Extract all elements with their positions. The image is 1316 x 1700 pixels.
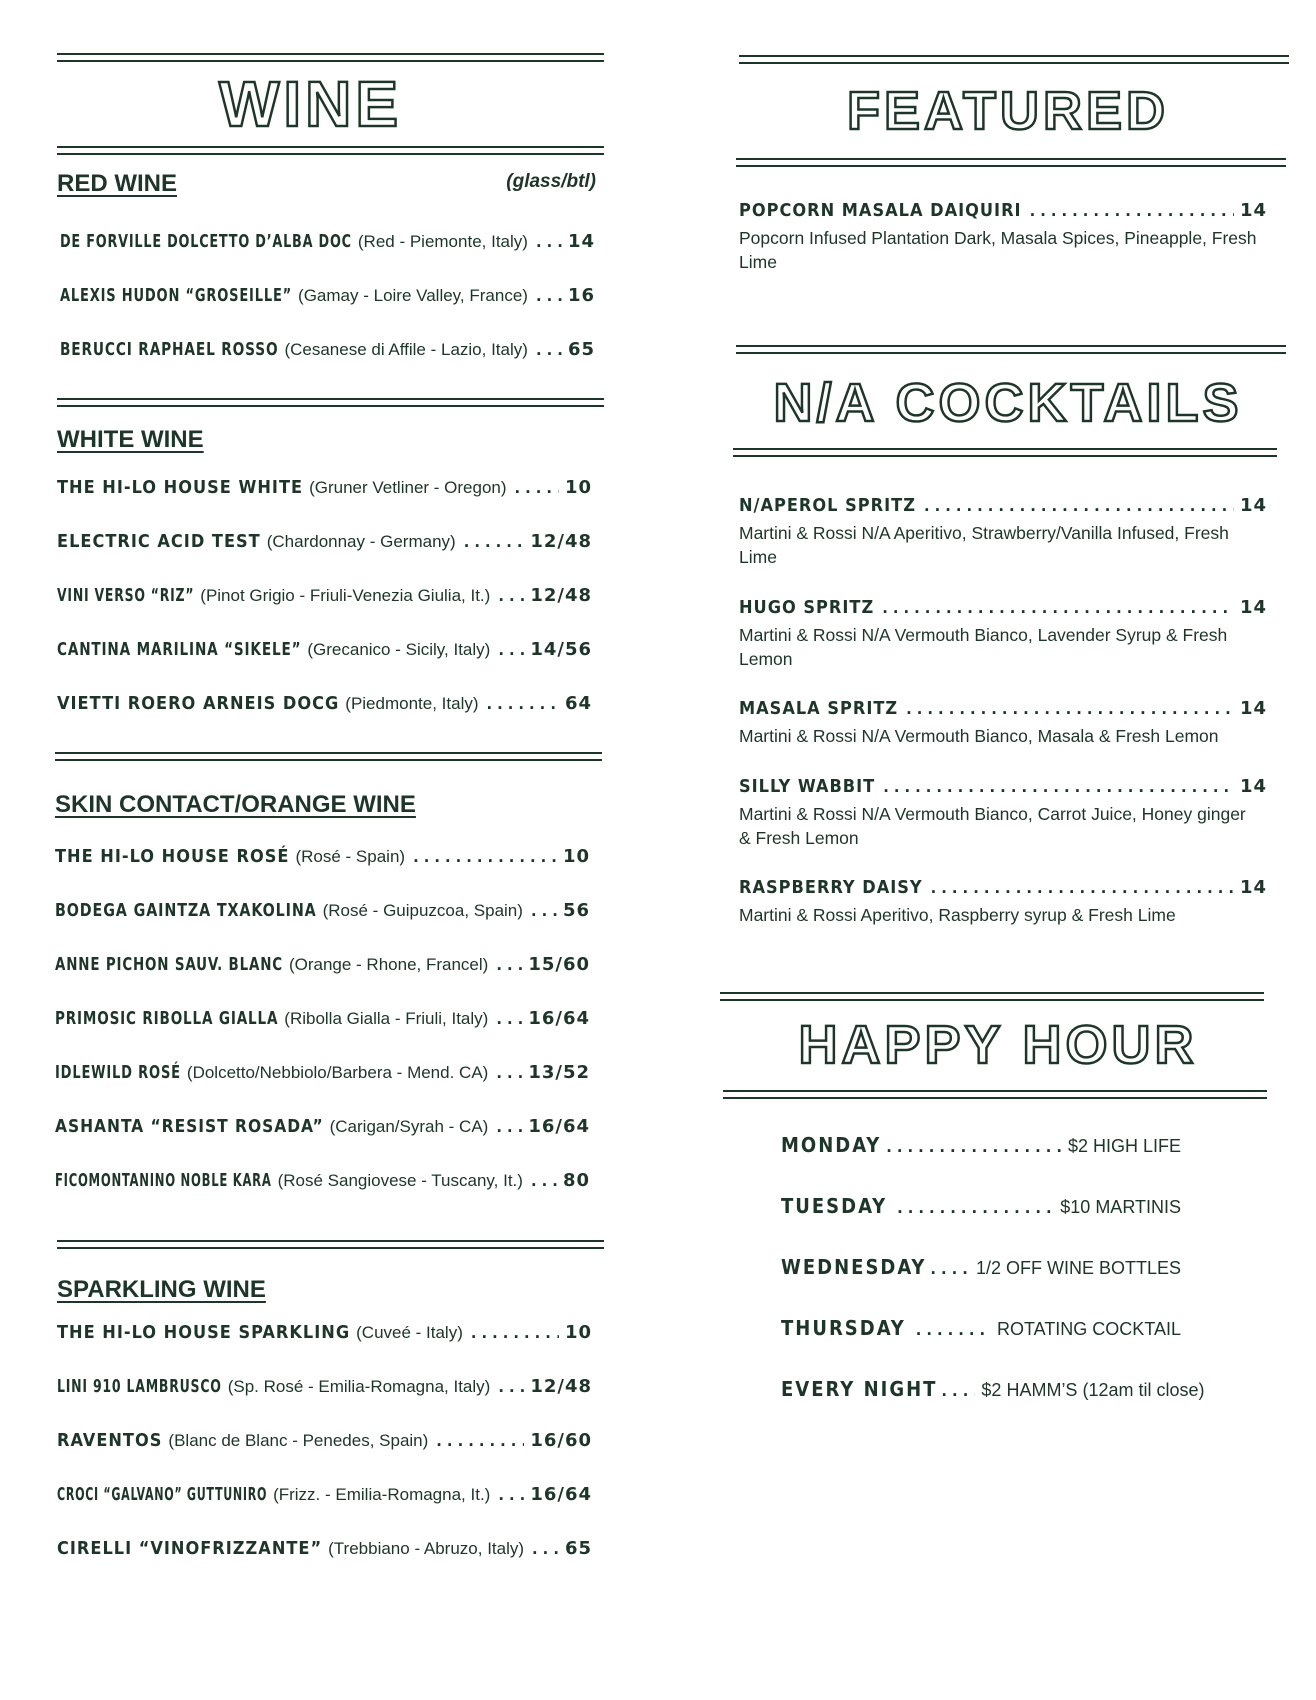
item-desc: (Dolcetto/Nebbiolo/Barbera - Mend. CA) <box>186 1063 489 1082</box>
wine-title-rule-bottom <box>57 146 604 156</box>
leader-dots <box>485 694 559 713</box>
item-desc: (Chardonnay - Germany) <box>266 532 456 551</box>
item-desc: (Red - Piemonte, Italy) <box>357 232 528 251</box>
item-name: SILLY WABBIT <box>739 776 876 797</box>
leader-dots <box>904 699 1234 718</box>
leader-dots <box>529 901 557 920</box>
hh-deal: $2 HAMM’S (12am til close) <box>981 1380 1205 1400</box>
leader-dots <box>494 1009 522 1028</box>
item-name: VINI VERSO “RIZ” <box>57 585 195 606</box>
item-desc: (Rosé - Spain) <box>295 847 406 866</box>
menu-item <box>55 954 590 982</box>
hh-day: TUESDAY <box>781 1194 888 1218</box>
item-desc: (Ribolla Gialla - Friuli, Italy) <box>284 1009 489 1028</box>
item-desc: (Orange - Rhone, Francel) <box>288 955 489 974</box>
glass-btl-note: (glass/btl) <box>506 171 596 192</box>
item-price: 14/56 <box>530 639 592 660</box>
item-desc: Martini & Rossi N/A Vermouth Bianco, Lavender Syrup & Fresh Lemon <box>739 625 1228 669</box>
item-price: 14 <box>1239 200 1267 221</box>
na-item <box>739 776 1267 850</box>
happy-hour-row <box>781 1133 1181 1157</box>
item-desc: (Frizz. - Emilia-Romagna, It.) <box>273 1485 491 1504</box>
item-desc: Popcorn Infused Plantation Dark, Masala Spices, Pineapple, Fresh Lime <box>739 228 1257 272</box>
leader-dots <box>496 1377 524 1396</box>
leader-dots <box>513 478 559 497</box>
happy-hour-row <box>781 1255 1181 1279</box>
menu-item <box>57 1322 592 1350</box>
hh-deal: 1/2 OFF WINE BOTTLES <box>975 1258 1181 1278</box>
featured-item <box>739 200 1267 274</box>
item-price: 10 <box>562 846 590 867</box>
item-price: 16/64 <box>528 1008 590 1029</box>
item-name: N/APEROL SPRITZ <box>739 495 916 516</box>
item-name: LINI 910 LAMBRUSCO <box>57 1376 222 1397</box>
happy-hour-row <box>781 1316 1181 1340</box>
happy-hour-row <box>781 1377 1205 1401</box>
leader-dots <box>880 598 1234 617</box>
wine-title-rule-top <box>57 53 604 63</box>
item-name: CROCI “GALVANO” GUTTUNIRO <box>57 1484 268 1505</box>
leader-dots <box>534 286 562 305</box>
item-price: 16/60 <box>530 1430 592 1451</box>
leader-dots <box>494 1117 522 1136</box>
item-name: RAVENTOS <box>57 1430 163 1451</box>
leader-dots <box>530 1539 559 1558</box>
item-price: 65 <box>564 1538 592 1559</box>
leader-dots <box>895 1198 1052 1217</box>
section-rule <box>57 398 604 408</box>
item-desc: Martini & Rossi N/A Vermouth Bianco, Masala & Fresh Lemon <box>739 726 1219 746</box>
leader-dots <box>914 1320 989 1339</box>
na-item <box>739 698 1267 748</box>
leader-dots <box>529 1171 557 1190</box>
happy-hour-row <box>781 1194 1181 1218</box>
hh-deal: ROTATING COCKTAIL <box>996 1319 1181 1339</box>
item-name: THE HI-LO HOUSE WHITE <box>57 477 304 498</box>
item-price: 16 <box>567 285 595 306</box>
leader-dots <box>494 955 522 974</box>
menu-item <box>57 1376 592 1404</box>
hh-day: MONDAY <box>781 1133 882 1157</box>
item-name: FICOMONTANINO NOBLE KARA <box>55 1170 272 1191</box>
menu-item <box>57 1538 592 1566</box>
item-price: 65 <box>567 339 595 360</box>
item-name: ASHANTA “RESIST ROSADA” <box>55 1116 324 1137</box>
item-desc: (Blanc de Blanc - Penedes, Spain) <box>168 1431 429 1450</box>
leader-dots <box>462 532 525 551</box>
red-wine-heading: RED WINE <box>57 170 177 197</box>
item-name: POPCORN MASALA DAIQUIRI <box>739 200 1022 221</box>
item-price: 13/52 <box>528 1062 590 1083</box>
section-rule <box>55 752 602 762</box>
menu-item <box>60 339 595 367</box>
menu-item <box>60 231 595 259</box>
item-price: 64 <box>564 693 592 714</box>
menu-item <box>57 585 592 613</box>
item-desc: (Trebbiano - Abruzo, Italy) <box>328 1539 525 1558</box>
hh-deal: $10 MARTINIS <box>1060 1197 1181 1217</box>
leader-dots <box>1028 201 1234 220</box>
item-desc: (Rosé Sangiovese - Tuscany, It.) <box>277 1171 523 1190</box>
menu-item <box>57 531 592 559</box>
item-name: ELECTRIC ACID TEST <box>57 531 261 552</box>
leader-dots <box>496 640 524 659</box>
item-price: 80 <box>562 1170 590 1191</box>
item-name: CIRELLI “VINOFRIZZANTE” <box>57 1538 323 1559</box>
leader-dots <box>534 232 562 251</box>
item-name: ALEXIS HUDON “GROSEILLE” <box>60 285 293 306</box>
item-name: MASALA SPRITZ <box>739 698 899 719</box>
item-price: 14 <box>1239 495 1267 516</box>
happy-hour-rule-bottom <box>723 1090 1267 1100</box>
menu-item <box>55 846 590 874</box>
item-price: 12/48 <box>530 585 592 606</box>
sparkling-wine-heading: SPARKLING WINE <box>57 1276 266 1303</box>
item-name: BERUCCI RAPHAEL ROSSO <box>60 339 279 360</box>
item-price: 10 <box>564 477 592 498</box>
na-item <box>739 877 1267 927</box>
item-price: 14 <box>1239 776 1267 797</box>
item-name: RASPBERRY DAISY <box>739 877 923 898</box>
menu-item <box>55 1062 590 1090</box>
menu-item <box>55 1008 590 1036</box>
item-name: THE HI-LO HOUSE ROSÉ <box>55 846 290 867</box>
item-name: DE FORVILLE DOLCETTO D’ALBA DOC <box>60 231 352 252</box>
item-price: 12/48 <box>530 531 592 552</box>
na-item <box>739 597 1267 671</box>
menu-item <box>57 1484 592 1512</box>
hh-day: EVERY NIGHT <box>781 1377 938 1401</box>
item-desc: (Gamay - Loire Valley, France) <box>298 286 528 305</box>
featured-title-rule-top <box>739 55 1289 65</box>
item-desc: (Rosé - Guipuzcoa, Spain) <box>322 901 523 920</box>
item-price: 10 <box>564 1322 592 1343</box>
section-rule <box>57 1240 604 1250</box>
item-name: BODEGA GAINTZA TXAKOLINA <box>55 900 317 921</box>
item-price: 14 <box>1239 698 1267 719</box>
item-desc: Martini & Rossi Aperitivo, Raspberry syrup & Fresh Lime <box>739 905 1176 925</box>
na-item <box>739 495 1267 569</box>
leader-dots <box>434 1431 524 1450</box>
leader-dots <box>534 340 562 359</box>
item-desc: (Pinot Grigio - Friuli-Venezia Giulia, It.) <box>200 586 491 605</box>
leader-dots <box>469 1323 559 1342</box>
item-name: HUGO SPRITZ <box>739 597 875 618</box>
menu-item <box>55 1170 590 1198</box>
item-price: 12/48 <box>530 1376 592 1397</box>
leader-dots <box>496 586 524 605</box>
item-name: THE HI-LO HOUSE SPARKLING <box>57 1322 351 1343</box>
leader-dots <box>928 1259 974 1278</box>
menu-item <box>60 285 595 313</box>
featured-title: FEATURED <box>847 81 1169 141</box>
hh-deal: $2 HIGH LIFE <box>1067 1136 1181 1156</box>
menu-item <box>57 639 592 667</box>
item-desc: (Grecanico - Sicily, Italy) <box>307 640 491 659</box>
item-name: VIETTI ROERO ARNEIS DOCG <box>57 693 340 714</box>
item-price: 15/60 <box>528 954 590 975</box>
wine-title: WINE <box>218 68 403 140</box>
menu-item <box>57 1430 592 1458</box>
item-price: 14 <box>567 231 595 252</box>
menu-item <box>57 693 592 721</box>
item-price: 14 <box>1239 877 1267 898</box>
happy-hour-rule-top <box>720 992 1264 1002</box>
item-name: ANNE PICHON SAUV. BLANC <box>55 954 283 975</box>
item-price: 16/64 <box>528 1116 590 1137</box>
item-name: IDLEWILD ROSÉ <box>55 1062 181 1083</box>
item-name: PRIMOSIC RIBOLLA GIALLA <box>55 1008 279 1029</box>
item-desc: (Cuveé - Italy) <box>356 1323 463 1342</box>
leader-dots <box>494 1063 522 1082</box>
menu-item <box>57 477 592 505</box>
item-desc: Martini & Rossi N/A Aperitivo, Strawberry/Vanilla Infused, Fresh Lime <box>739 523 1229 567</box>
menu-item <box>55 900 590 928</box>
leader-dots <box>939 1381 975 1400</box>
item-price: 16/64 <box>530 1484 592 1505</box>
menu-item <box>55 1116 590 1144</box>
hh-day: THURSDAY <box>781 1316 906 1340</box>
leader-dots <box>929 878 1234 897</box>
item-desc: (Carigan/Syrah - CA) <box>329 1117 489 1136</box>
na-title-rule-top <box>736 345 1286 355</box>
item-desc: (Sp. Rosé - Emilia-Romagna, Italy) <box>227 1377 491 1396</box>
leader-dots <box>881 777 1234 796</box>
hh-day: WEDNESDAY <box>781 1255 927 1279</box>
na-title-rule-bottom <box>733 448 1277 458</box>
item-price: 56 <box>562 900 590 921</box>
skin-contact-heading: SKIN CONTACT/ORANGE WINE <box>55 791 416 818</box>
item-price: 14 <box>1239 597 1267 618</box>
leader-dots <box>496 1485 524 1504</box>
happy-hour-title: HAPPY HOUR <box>798 1015 1198 1075</box>
leader-dots <box>411 847 557 866</box>
item-name: CANTINA MARILINA “SIKELE” <box>57 639 302 660</box>
white-wine-heading: WHITE WINE <box>57 426 204 453</box>
leader-dots <box>884 1137 1065 1156</box>
na-cocktails-title: N/A COCKTAILS <box>773 373 1243 433</box>
item-desc: Martini & Rossi N/A Vermouth Bianco, Carrot Juice, Honey ginger & Fresh Lemon <box>739 804 1246 848</box>
featured-title-rule-bottom <box>736 158 1286 168</box>
item-desc: (Piedmonte, Italy) <box>345 694 479 713</box>
item-desc: (Gruner Vetliner - Oregon) <box>309 478 507 497</box>
item-desc: (Cesanese di Affile - Lazio, Italy) <box>284 340 528 359</box>
leader-dots <box>922 496 1234 515</box>
